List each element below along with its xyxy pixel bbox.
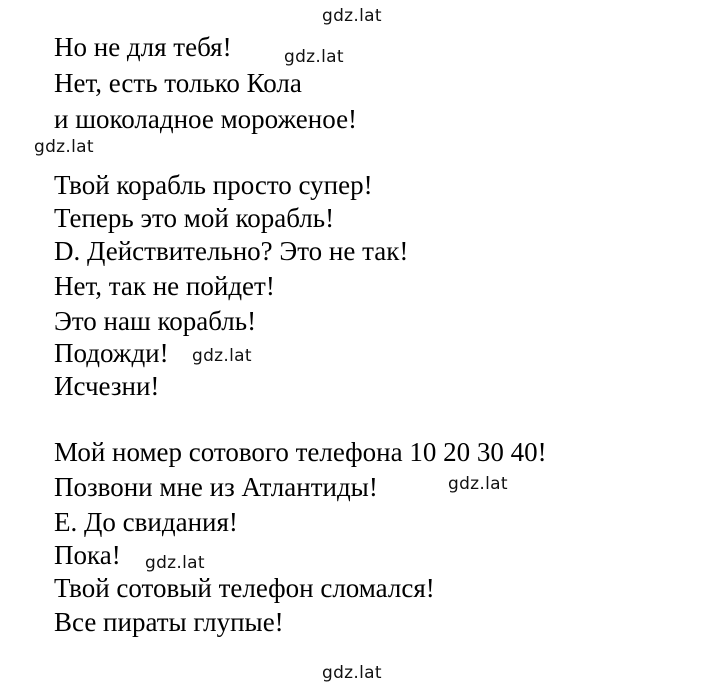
text-line: Это наш корабль! [54,306,257,336]
watermark: gdz.lat [284,47,344,67]
text-line: Мой номер сотового телефона 10 20 30 40! [54,437,547,467]
text-line: Твой корабль просто супер! [54,170,373,200]
text-line: D. Действительно? Это не так! [54,236,409,266]
text-line: Но не для тебя! [54,32,232,62]
text-line: Нет, есть только Кола [54,68,302,98]
text-line: Теперь это мой корабль! [54,203,335,233]
text-line: Исчезни! [54,371,160,401]
text-line: Твой сотовый телефон сломался! [54,573,435,603]
watermark-top: gdz.lat [322,6,382,26]
text-line: и шоколадное мороженое! [54,104,358,134]
watermark: gdz.lat [145,553,205,573]
text-line: Позвони мне из Атлантиды! [54,472,378,502]
text-line: Нет, так не пойдет! [54,271,275,301]
text-line: Подожди! [54,338,169,368]
text-line: E. До свидания! [54,507,238,537]
text-line: Все пираты глупые! [54,607,284,637]
watermark: gdz.lat [448,474,508,494]
watermark: gdz.lat [192,346,252,366]
watermark: gdz.lat [34,137,94,157]
text-line: Пока! [54,540,121,570]
watermark-bottom: gdz.lat [322,663,382,683]
